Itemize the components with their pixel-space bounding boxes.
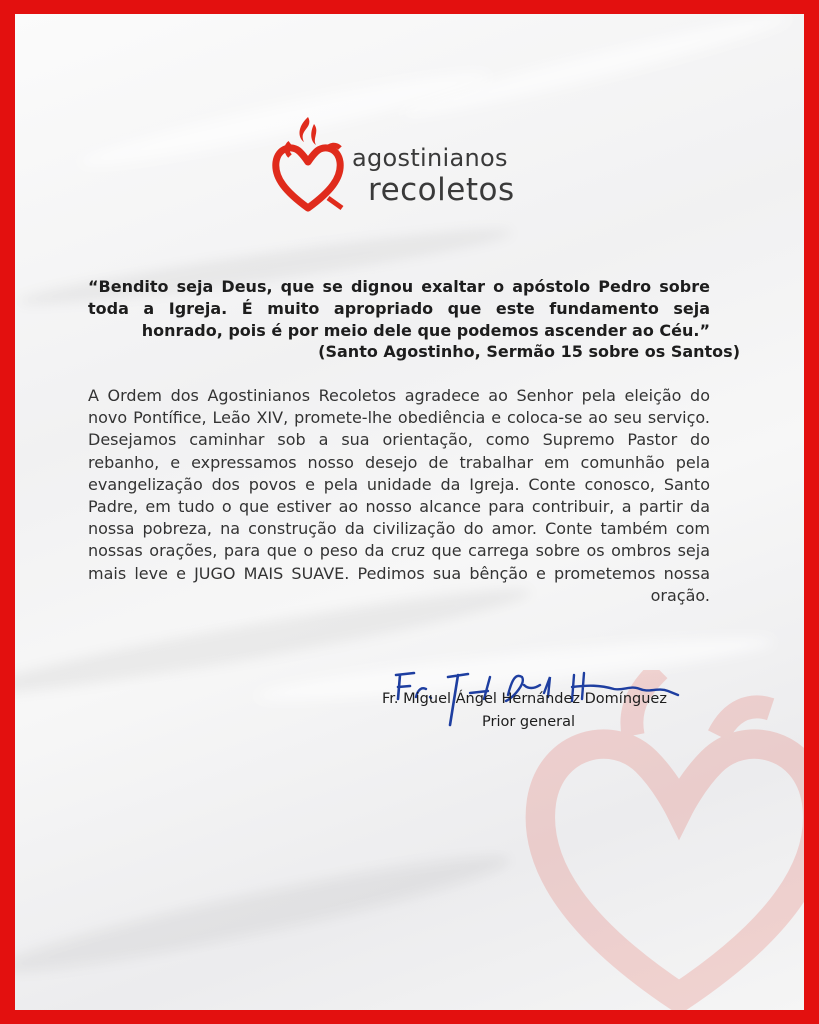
- paper-crease: [15, 840, 513, 987]
- paper-crease: [398, 14, 792, 126]
- letter-body: [88, 385, 710, 607]
- quote-source: (Santo Agostinho, Sermão 15 sobre os Santos): [318, 342, 740, 361]
- logo: [268, 112, 538, 222]
- signer-name: Fr. Miguel Ángel Hernández Domínguez: [382, 691, 667, 707]
- quote-block: [88, 276, 710, 342]
- logo-text-line2: recoletos: [368, 172, 515, 208]
- logo-text-line1: agostinianos: [352, 144, 508, 172]
- flaming-heart-icon: [268, 112, 348, 212]
- signer-title: Prior general: [482, 714, 576, 730]
- body-paragraph: A Ordem dos Agostinianos Recoletos agradece ao Senhor pela eleição do novo Pontífice, Leão XIV, promete-lhe obediência e coloca-se ao seu serviço. Desejamos caminhar sob a sua orientação, como Supremo Pastor do rebanho, e expressamos nosso desejo de trabalhar em comunhão pela evangelização dos povos e pela unidade da Igreja. Conte conosco, Santo Padre, em tudo o que estiver ao nosso alcance para contribuir, a partir da nossa pobreza, na construção da civilização do amor. Conte também com nossas orações, para que o peso da cruz que carrega sobre os ombros seja mais leve e JUGO MAIS SUAVE. Pedimos sua bênção e prometemos nossa oração.: [88, 386, 710, 605]
- quote-text: “Bendito seja Deus, que se dignou exaltar o apóstolo Pedro sobre toda a Igreja. É muito apropriado que este fundamento seja honrado, pois é por meio dele que podemos ascender ao Céu.”: [88, 277, 710, 340]
